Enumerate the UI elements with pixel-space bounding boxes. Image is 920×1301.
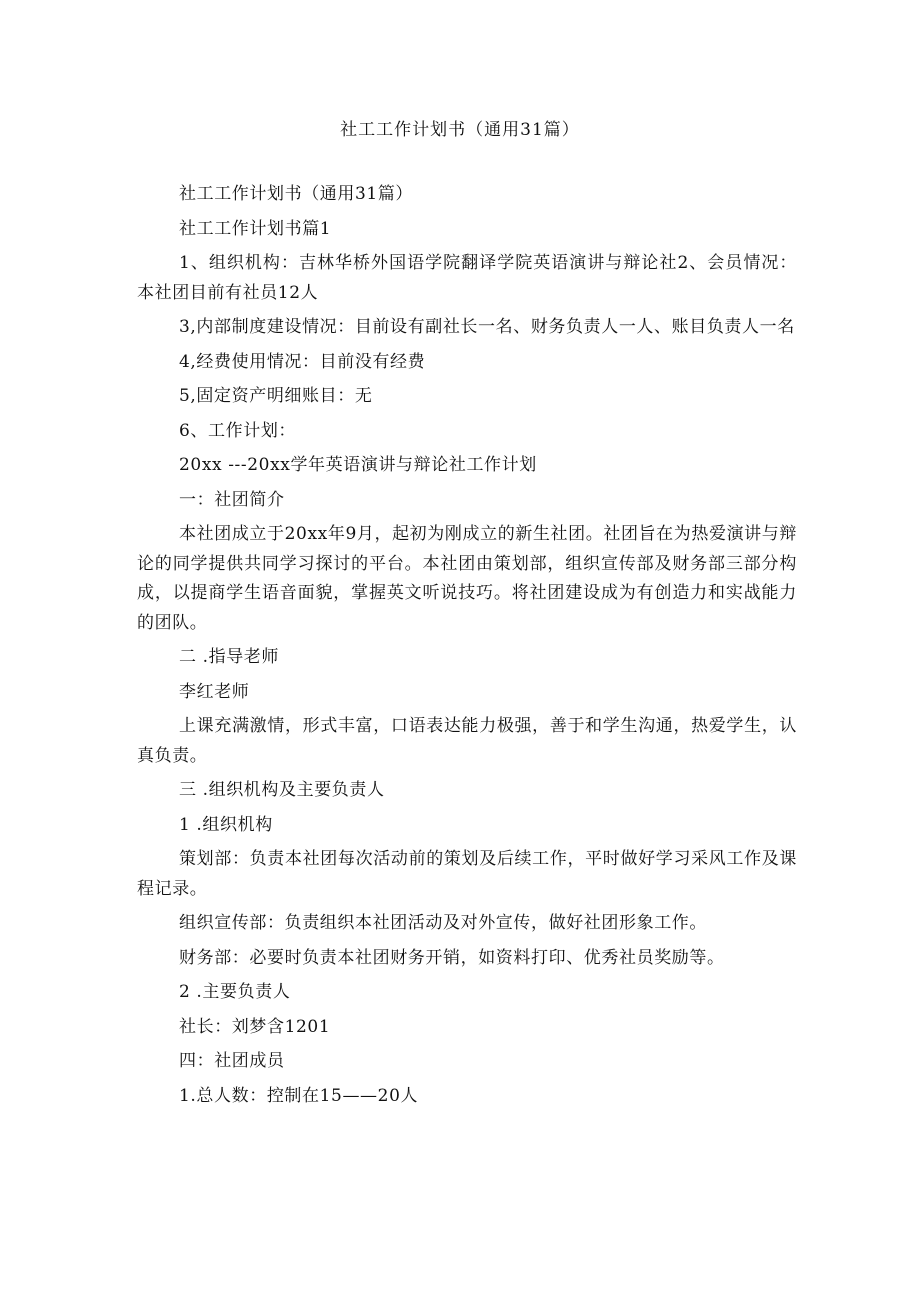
paragraph-fixed-assets: 5,固定资产明细账目：无: [179, 386, 373, 406]
paragraph-organization: 1、组织机构：吉林华桥外国语学院翻译学院英语演讲与辩论社2、会员情况：本社团目前有社员12人: [137, 253, 797, 303]
paragraph-heading-leader: 2 .主要负责人: [179, 982, 291, 1002]
paragraph-president: 社长：刘梦含1201: [179, 1016, 331, 1037]
paragraph-plan-title: 20xx ---20xx学年英语演讲与辩论社工作计划: [179, 455, 537, 475]
paragraph-subtitle: 社工工作计划书（通用31篇）: [179, 184, 414, 204]
paragraph-work-plan: 6、工作计划：: [179, 420, 297, 441]
paragraph-funding: 4,经费使用情况：目前没有经费: [179, 351, 426, 372]
paragraph-heading-org: 1 .组织机构: [179, 814, 273, 835]
paragraph-heading-members: 四：社团成员: [179, 1051, 285, 1071]
paragraph-publicity-dept: 组织宣传部：负责组织本社团活动及对外宣传，做好社团形象工作。: [179, 913, 707, 933]
document-title: 社工工作计划书（通用31篇）: [340, 120, 580, 140]
paragraph-finance-dept: 财务部：必要时负责本社团财务开销，如资料打印、优秀社员奖励等。: [179, 947, 725, 968]
document-body: [137, 180, 797, 1116]
paragraph-advisor-desc: 上课充满激情，形式丰富，口语表达能力极强，善于和学生沟通，热爱学生，认真负责。: [137, 716, 797, 766]
paragraph-intro-text: 本社团成立于20xx年9月，起初为刚成立的新生社团。社团旨在为热爱演讲与辩论的同学提供共同学习探讨的平台。本社团由策划部，组织宣传部及财务部三部分构成，以提商学生语音面貌，掌握英文听说技巧。将社团建设成为有创造力和实战能力的团队。: [137, 524, 797, 633]
paragraph-planning-dept: 策划部：负责本社团每次活动前的策划及后续工作，平时做好学习采风工作及课程记录。: [137, 849, 797, 899]
paragraph-internal-system: 3,内部制度建设情况：目前设有副社长一名、财务负责人一人、账目负责人一名: [179, 317, 795, 337]
paragraph-heading-advisor: 二 .指导老师: [179, 647, 280, 667]
paragraph-heading-intro: 一：社团简介: [179, 489, 285, 510]
paragraph-heading-structure: 三 .组织机构及主要负责人: [179, 780, 385, 800]
paragraph-member-count: 1.总人数：控制在15——20人: [179, 1085, 419, 1106]
paragraph-section-heading: 社工工作计划书篇1: [179, 218, 332, 239]
paragraph-advisor-name: 李红老师: [179, 681, 250, 702]
